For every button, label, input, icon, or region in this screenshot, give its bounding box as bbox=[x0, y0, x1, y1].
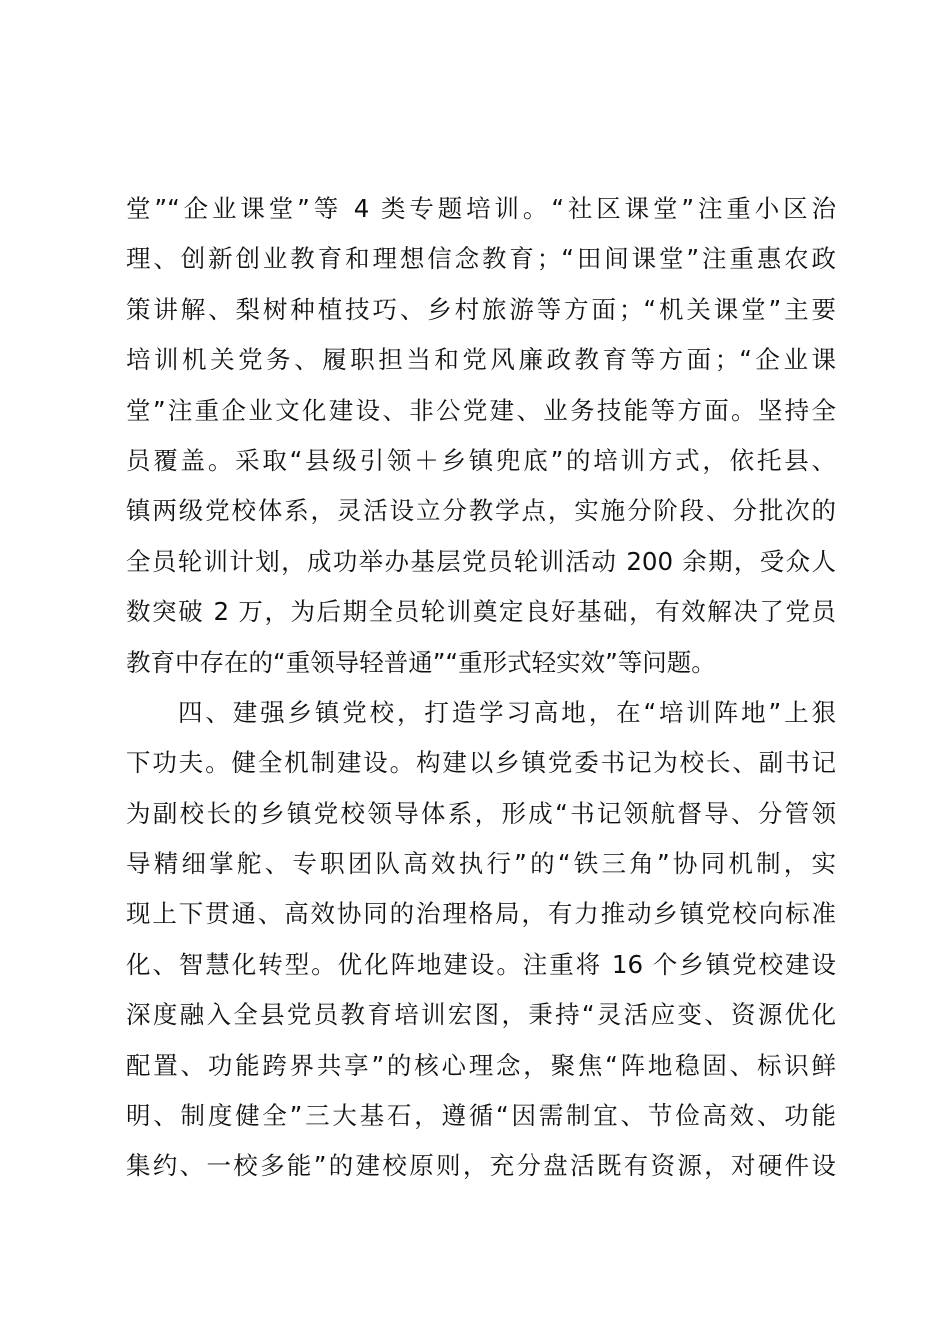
text-line: 明、制度健全”三大基石，遵循“因需制宜、节俭高效、功能 bbox=[126, 1101, 836, 1131]
text-line: 配置、功能跨界共享”的核心理念，聚焦“阵地稳固、标识鲜 bbox=[126, 1050, 836, 1080]
text-line: 全员轮训计划，成功举办基层党员轮训活动 200 余期，受众人 bbox=[126, 546, 836, 576]
text-line: 数突破 2 万，为后期全员轮训奠定良好基础，有效解决了党员 bbox=[126, 597, 836, 627]
paragraph-heading-line: 四、建强乡镇党校，打造学习高地，在“培训阵地”上狠 bbox=[178, 697, 836, 727]
text-line: 理、创新创业教育和理想信念教育；“田间课堂”注重惠农政 bbox=[126, 244, 836, 274]
text-line: 导精细掌舵、专职团队高效执行”的“铁三角”协同机制，实 bbox=[126, 849, 836, 879]
text-line: 为副校长的乡镇党校领导体系，形成“书记领航督导、分管领 bbox=[126, 798, 836, 828]
text-line: 员覆盖。采取“县级引领＋乡镇兜底”的培训方式，依托县、 bbox=[126, 445, 836, 475]
text-line: 现上下贯通、高效协同的治理格局，有力推动乡镇党校向标准 bbox=[126, 899, 836, 929]
text-line: 化、智慧化转型。优化阵地建设。注重将 16 个乡镇党校建设 bbox=[126, 949, 836, 979]
text-line: 策讲解、梨树种植技巧、乡村旅游等方面；“机关课堂”主要 bbox=[126, 294, 836, 324]
text-line: 下功夫。健全机制建设。构建以乡镇党委书记为校长、副书记 bbox=[126, 748, 836, 778]
text-line: 堂”注重企业文化建设、非公党建、业务技能等方面。坚持全 bbox=[126, 395, 836, 425]
text-line: 教育中存在的“重领导轻普通”“重形式轻实效”等问题。 bbox=[126, 647, 716, 677]
text-line: 堂”“企业课堂”等 4 类专题培训。“社区课堂”注重小区治 bbox=[126, 194, 836, 223]
text-line: 镇两级党校体系，灵活设立分教学点，实施分阶段、分批次的 bbox=[126, 496, 836, 526]
text-line: 培训机关党务、履职担当和党风廉政教育等方面；“企业课 bbox=[126, 345, 836, 375]
document-body bbox=[126, 184, 836, 1192]
text-line: 集约、一校多能”的建校原则，充分盘活既有资源，对硬件设 bbox=[126, 1151, 836, 1181]
text-line: 深度融入全县党员教育培训宏图，秉持“灵活应变、资源优化 bbox=[126, 1000, 836, 1030]
